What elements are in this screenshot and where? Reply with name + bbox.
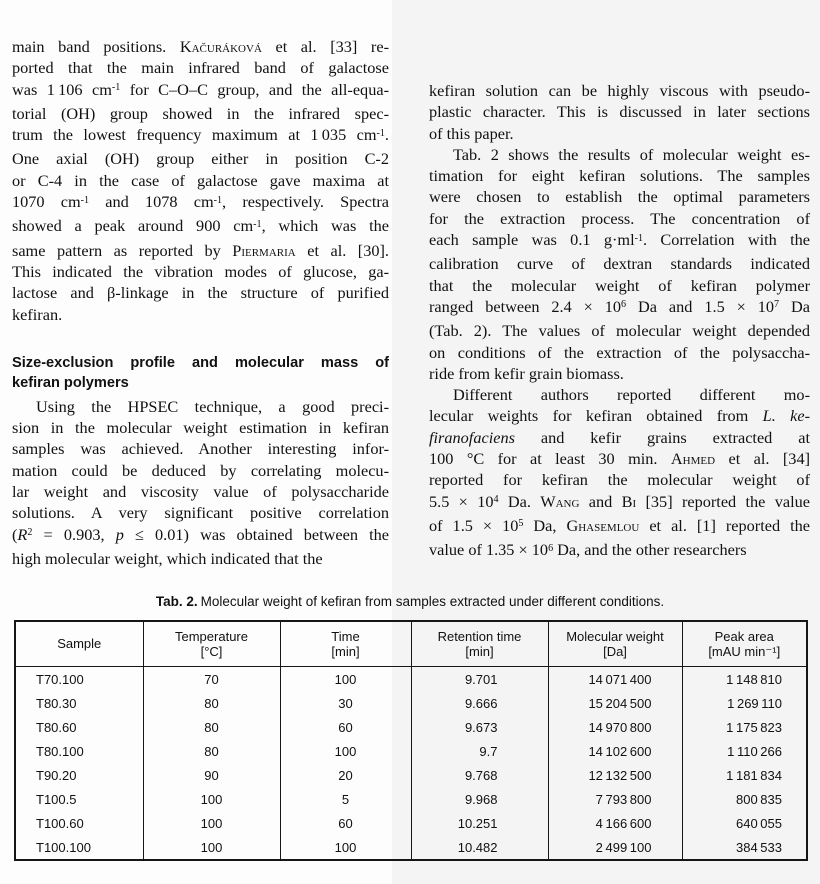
text-segment: L. ke- xyxy=(762,406,810,426)
text-line xyxy=(12,36,389,57)
text-line xyxy=(12,191,389,215)
table-cell: T100.5 xyxy=(36,791,77,807)
text-segment: timation for eight kefiran solutions. The samples xyxy=(429,166,810,186)
table-cell: 1 175 823 xyxy=(682,715,807,739)
paragraph xyxy=(429,144,810,384)
text-line xyxy=(429,320,810,341)
text-segment: [35] reported the value xyxy=(636,491,810,511)
table-row xyxy=(15,691,807,715)
column-unit: [min] xyxy=(465,644,494,659)
text-segment: = 0.903, xyxy=(32,524,116,544)
text-segment: and 1078 cm xyxy=(89,192,214,212)
column-title: Temperature xyxy=(175,628,248,644)
table-cell: 1 269 110 xyxy=(682,691,807,715)
text-segment: . xyxy=(384,125,389,145)
text-line xyxy=(429,515,810,539)
right-text-column xyxy=(429,80,810,564)
text-segment: , which was the xyxy=(261,216,390,236)
text-line xyxy=(12,261,389,282)
text-segment: ( xyxy=(12,524,18,544)
author-name: Ghasemlou xyxy=(566,515,640,535)
column-unit: [°C] xyxy=(200,644,223,659)
text-segment: 100 °C for at least 30 min. xyxy=(429,449,671,469)
column-title: Time xyxy=(331,628,360,644)
text-segment: lar weight and viscosity value of polysaccharide xyxy=(12,482,389,502)
text-line xyxy=(12,481,389,502)
text-segment: 6 xyxy=(621,299,627,311)
table-cell: 7 793 800 xyxy=(548,787,682,811)
text-segment: -1 xyxy=(634,232,644,244)
table-cell: 14 970 800 xyxy=(548,715,682,739)
text-segment: -1 xyxy=(253,218,262,230)
text-segment: mation could be deduced by correlating molecu- xyxy=(12,460,389,480)
table-row xyxy=(15,763,807,787)
text-line xyxy=(12,103,389,124)
table-cell: 9.673 xyxy=(411,715,548,739)
text-segment: et al. [33] re- xyxy=(261,37,389,56)
paragraph xyxy=(12,36,389,325)
column-unit: [min] xyxy=(331,644,360,659)
text-segment: Da. xyxy=(498,491,541,511)
text-segment: . Correlation with the xyxy=(643,230,811,250)
text-segment: was 1 106 cm xyxy=(12,79,112,99)
text-segment: same pattern as reported by xyxy=(12,240,233,260)
table-cell: T80.100 xyxy=(36,743,84,759)
text-segment: solutions. A very significant positive correlation xyxy=(12,503,389,523)
text-segment: for the extraction process. The concentration of xyxy=(429,208,810,228)
author-name: Ahmed xyxy=(670,449,716,469)
column-header xyxy=(15,621,143,667)
text-line xyxy=(429,363,810,384)
text-line xyxy=(429,342,810,363)
text-segment: ≤ 0.01) was obtained between the xyxy=(123,524,389,544)
text-segment: R xyxy=(17,524,28,544)
table-cell: 2 499 100 xyxy=(548,835,682,860)
column-header xyxy=(548,621,682,667)
table-cell: 9.701 xyxy=(411,667,548,692)
text-segment: lactose and β-linkage in the structure of purified xyxy=(12,283,389,303)
author-name: Piermaria xyxy=(232,240,296,260)
table-cell: 100 xyxy=(143,787,280,811)
text-line xyxy=(12,79,389,103)
text-segment: -1 xyxy=(376,127,385,139)
text-line xyxy=(12,215,389,239)
column-unit: [Da] xyxy=(603,644,627,659)
text-line xyxy=(12,417,389,438)
table-cell: 1 181 834 xyxy=(682,763,807,787)
table-cell: 640 055 xyxy=(682,811,807,835)
table-row xyxy=(15,787,807,811)
table-cell: 60 xyxy=(280,811,411,835)
text-segment: firanofaciens xyxy=(429,427,515,447)
text-segment: Da, and the other researchers xyxy=(553,540,747,560)
text-segment: kefiran solution can be highly viscous with pseudo- xyxy=(429,81,810,100)
text-line xyxy=(12,548,389,569)
table-cell: 1 110 266 xyxy=(682,739,807,763)
text-line xyxy=(12,57,389,78)
text-line xyxy=(12,240,389,261)
text-line xyxy=(429,469,810,490)
table-caption-text: Molecular weight of kefiran from samples extracted under different conditions. xyxy=(200,594,665,609)
text-segment: ranged between 2.4 × 10 xyxy=(429,296,622,316)
text-segment: -1 xyxy=(213,194,223,206)
text-segment: 7 xyxy=(774,299,780,311)
text-segment: that the molecular weight of kefiran polymer xyxy=(429,275,810,295)
text-segment: Using the HPSEC technique, a good preci- xyxy=(36,396,389,416)
text-line xyxy=(429,101,810,122)
table-row xyxy=(15,667,807,692)
text-segment: or C-4 in the case of galactose gave maxima at xyxy=(12,170,389,190)
table-row xyxy=(15,739,807,763)
text-segment: each sample was 0.1 g·ml xyxy=(429,230,635,250)
text-segment: reported for kefiran the molecular weight of xyxy=(429,470,810,490)
text-line xyxy=(429,384,810,405)
table-cell: 100 xyxy=(280,667,411,692)
text-segment: This indicated the vibration modes of glucose, ga- xyxy=(12,261,389,281)
text-line xyxy=(429,229,810,253)
text-line xyxy=(429,427,810,448)
column-title: Sample xyxy=(57,636,102,652)
table-cell: 14 071 400 xyxy=(548,667,682,692)
table-caption-label: Tab. 2. xyxy=(155,594,198,609)
text-line xyxy=(12,148,389,169)
table-cell: 90 xyxy=(143,763,280,787)
author-name: Bi xyxy=(621,491,637,511)
text-segment: p xyxy=(115,524,124,544)
table-cell: 10.482 xyxy=(411,835,548,860)
text-line xyxy=(429,80,810,101)
text-line xyxy=(12,396,389,417)
text-line xyxy=(12,524,389,548)
text-segment: main band positions. xyxy=(12,37,180,56)
text-segment: Tab. 2 shows the results of molecular weight es- xyxy=(453,144,810,164)
table-cell: 100 xyxy=(143,811,280,835)
text-segment: showed a peak around 900 cm xyxy=(12,216,254,236)
paragraph xyxy=(429,80,810,144)
text-line xyxy=(429,165,810,186)
column-header xyxy=(411,621,548,667)
table-header-row xyxy=(15,621,807,667)
text-segment: and xyxy=(579,491,622,511)
text-segment: -1 xyxy=(80,194,90,206)
table-cell: 20 xyxy=(280,763,411,787)
table-row xyxy=(15,811,807,835)
table-row xyxy=(15,835,807,860)
table-caption xyxy=(0,594,820,609)
text-segment: Da and 1.5 × 10 xyxy=(626,296,775,316)
text-segment: , respectively. Spectra xyxy=(222,192,389,212)
table-cell: 5 xyxy=(280,787,411,811)
text-segment: were chosen to establish the optimal parameters xyxy=(429,187,810,207)
table-cell: 9.666 xyxy=(411,691,548,715)
text-segment: kefiran polymers xyxy=(12,374,129,391)
text-segment: Size-exclusion profile and molecular mass of xyxy=(12,354,389,371)
table-cell: T70.100 xyxy=(36,671,84,687)
text-segment: et al. [1] reported the xyxy=(639,515,810,535)
text-segment: sion in the molecular weight estimation in kefiran xyxy=(12,418,389,438)
text-segment: 5 xyxy=(518,518,524,530)
molecular-weight-table xyxy=(14,620,808,861)
text-line xyxy=(12,282,389,303)
text-line xyxy=(12,353,389,373)
text-line xyxy=(429,405,810,426)
table-cell: 14 102 600 xyxy=(548,739,682,763)
table-cell: 100 xyxy=(280,835,411,860)
table-cell: 9.768 xyxy=(411,763,548,787)
text-segment: 1070 cm xyxy=(12,192,81,212)
left-text-column xyxy=(12,36,389,569)
text-line xyxy=(429,491,810,515)
text-segment: plastic character. This is discussed in later sections xyxy=(429,102,810,122)
text-line xyxy=(12,170,389,191)
column-unit: [mAU min⁻¹] xyxy=(708,644,781,659)
author-name: Wang xyxy=(540,491,580,511)
text-line xyxy=(12,460,389,481)
table-cell: 10.251 xyxy=(411,811,548,835)
table-cell: 384 533 xyxy=(682,835,807,860)
table-cell: 15 204 500 xyxy=(548,691,682,715)
column-header xyxy=(682,621,807,667)
table-cell: 70 xyxy=(143,667,280,692)
author-name: Kačuráková xyxy=(179,37,262,56)
table-cell: 80 xyxy=(143,739,280,763)
text-segment: on conditions of the extraction of the polysaccha- xyxy=(429,342,810,362)
text-line xyxy=(12,438,389,459)
column-title: Retention time xyxy=(437,628,522,644)
text-segment: (Tab. 2). The values of molecular weight depended xyxy=(429,321,810,341)
table-cell: 12 132 500 xyxy=(548,763,682,787)
text-segment: trum the lowest frequency maximum at 1 035 cm xyxy=(12,125,377,145)
text-line xyxy=(429,448,810,469)
text-segment: torial (OH) group showed in the infrared spec- xyxy=(12,103,389,123)
paragraph xyxy=(429,384,810,563)
table-cell: T100.60 xyxy=(36,815,84,831)
text-segment: value of 1.35 × 10 xyxy=(429,540,549,560)
text-segment: Da xyxy=(779,296,810,316)
table-cell: 100 xyxy=(280,739,411,763)
text-segment: Different authors reported different mo- xyxy=(453,385,810,405)
column-header xyxy=(143,621,280,667)
table-cell: 1 148 810 xyxy=(682,667,807,692)
text-line xyxy=(12,304,389,325)
paragraph xyxy=(12,396,389,569)
text-segment: ported that the main infrared band of galactose xyxy=(12,58,389,78)
text-segment: high molecular weight, which indicated that the xyxy=(12,548,323,568)
table-cell: 4 166 600 xyxy=(548,811,682,835)
text-segment: et al. [30]. xyxy=(295,240,389,260)
text-line xyxy=(429,144,810,165)
column-title: Molecular weight xyxy=(566,628,664,644)
text-segment: -1 xyxy=(111,82,121,94)
text-segment: et al. [34] xyxy=(715,449,811,469)
text-segment: 2 xyxy=(27,527,33,539)
table-cell: 100 xyxy=(143,835,280,860)
text-segment: and kefir grains extracted at xyxy=(514,427,810,447)
text-line xyxy=(429,186,810,207)
column-title: Peak area xyxy=(714,628,774,644)
text-line xyxy=(12,124,389,148)
text-segment: 4 xyxy=(493,494,499,506)
table-cell: 9.968 xyxy=(411,787,548,811)
text-line xyxy=(429,208,810,229)
table-row xyxy=(15,715,807,739)
text-segment: ride from kefir grain biomass. xyxy=(429,363,624,383)
text-segment: calibration curve of dextran standards indicated xyxy=(429,254,810,274)
column-header xyxy=(280,621,411,667)
section-heading xyxy=(12,353,389,393)
table-cell: T80.60 xyxy=(36,719,77,735)
text-segment: One axial (OH) group either in position C-2 xyxy=(12,149,389,169)
text-line xyxy=(429,539,810,563)
text-segment: 6 xyxy=(548,542,554,554)
text-line xyxy=(12,373,389,393)
table-cell: 80 xyxy=(143,691,280,715)
text-segment: lecular weights for kefiran obtained from xyxy=(429,406,763,426)
text-line xyxy=(429,296,810,320)
table-cell: 800 835 xyxy=(682,787,807,811)
text-segment: of this paper. xyxy=(429,123,514,143)
text-line xyxy=(12,502,389,523)
table-cell: T90.20 xyxy=(36,767,77,783)
text-segment: of 1.5 × 10 xyxy=(429,515,519,535)
table-cell: T100.100 xyxy=(36,839,91,855)
text-segment: for C–O–C group, and the all-equa- xyxy=(120,79,389,99)
table-cell: 80 xyxy=(143,715,280,739)
table-cell: 9.7 xyxy=(411,739,548,763)
text-line xyxy=(429,253,810,274)
text-line xyxy=(429,123,810,144)
text-segment: kefiran. xyxy=(12,304,63,324)
text-segment: 5.5 × 10 xyxy=(429,491,494,511)
table-cell: 60 xyxy=(280,715,411,739)
table-cell: 30 xyxy=(280,691,411,715)
text-segment: samples was achieved. Another interesting infor- xyxy=(12,439,389,459)
text-segment: Da, xyxy=(523,515,567,535)
table-cell: T80.30 xyxy=(36,695,77,711)
text-line xyxy=(429,275,810,296)
